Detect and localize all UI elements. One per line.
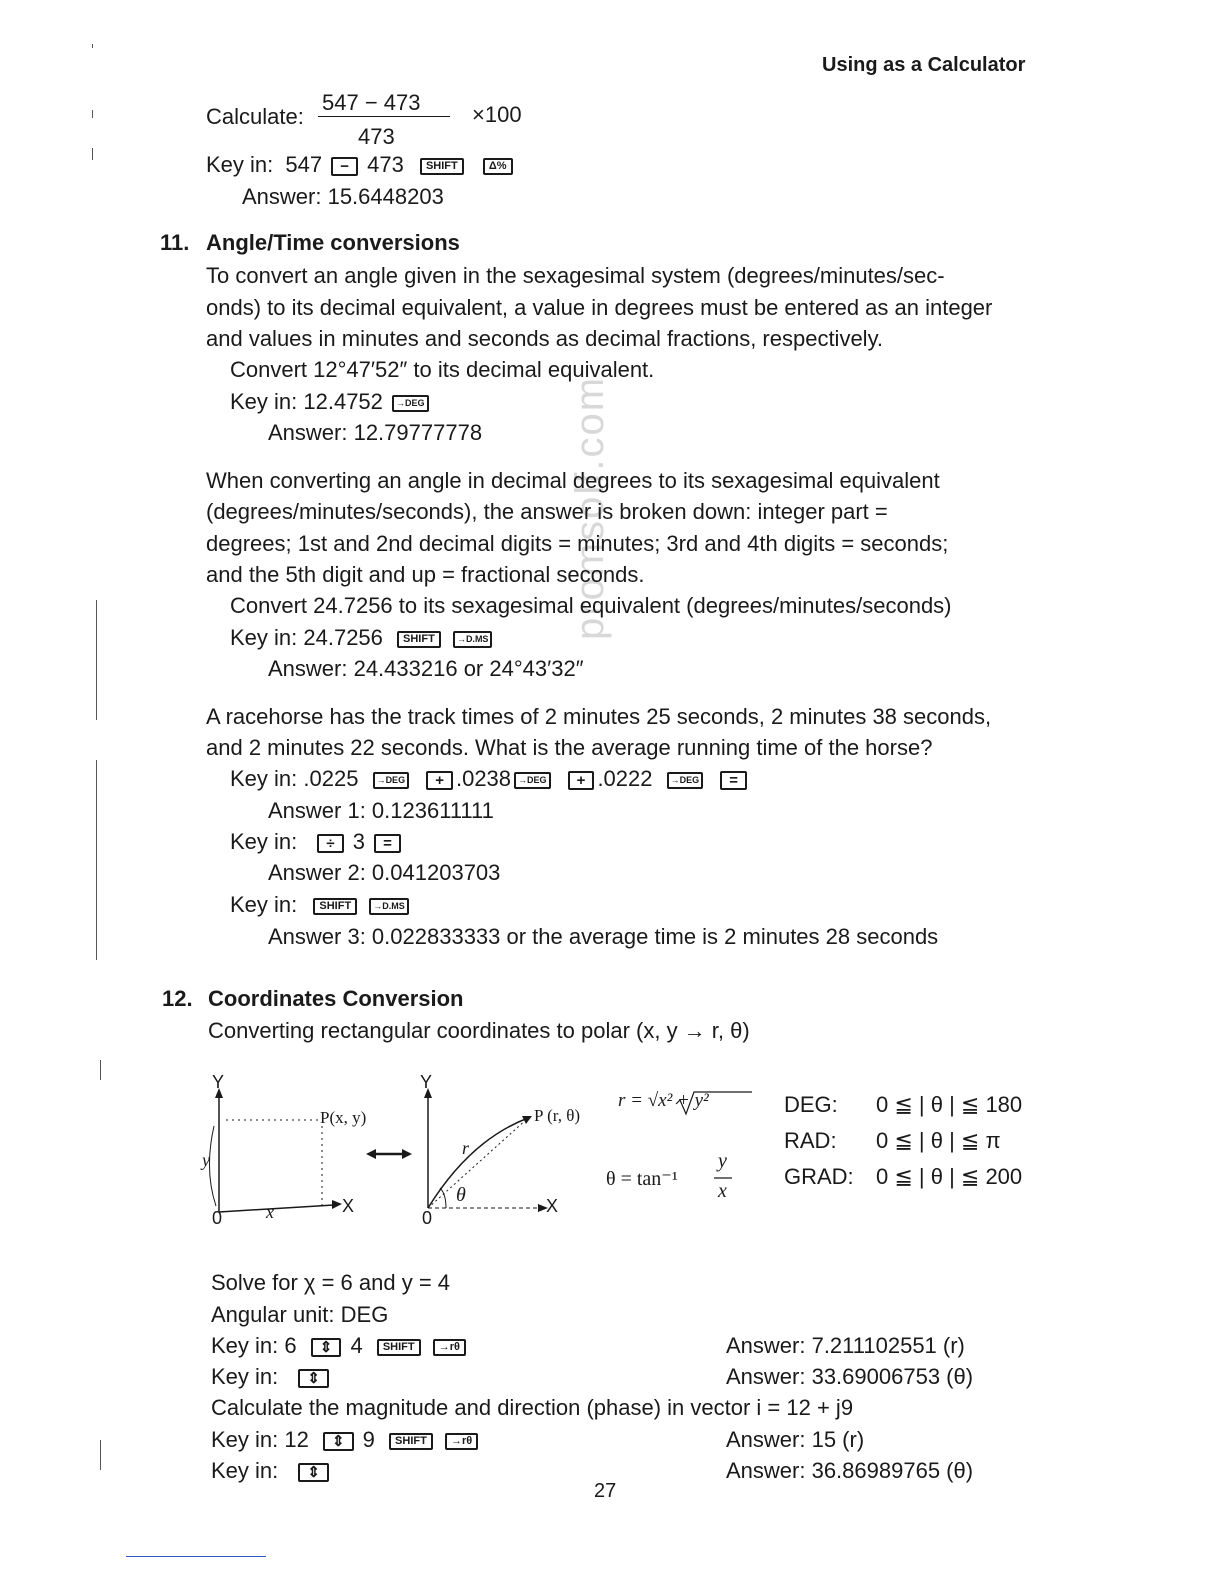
to-r-theta-key: →rθ <box>445 1433 478 1450</box>
answer-line: Answer: 15 (r) <box>726 1427 865 1452</box>
section-number: 11. <box>160 230 190 255</box>
keyin-value: 3 <box>352 829 365 854</box>
arrow-head <box>402 1149 412 1159</box>
paragraph-line: To convert an angle given in the sexagesimal system (degrees/minutes/sec- <box>206 263 945 288</box>
page-number: 27 <box>594 1480 617 1502</box>
keyin-text: Key in: <box>211 1364 279 1389</box>
range-label: RAD: <box>784 1128 837 1153</box>
paragraph-line: (degrees/minutes/seconds), the answer is broken down: integer part = <box>206 499 888 524</box>
keyin-text: Key in: <box>211 1458 279 1483</box>
keyin-line <box>211 1364 332 1390</box>
paragraph-line: A racehorse has the track times of 2 minutes 25 seconds, 2 minutes 38 seconds, <box>206 704 992 729</box>
to-deg-key: →DEG <box>373 772 410 789</box>
keyin-value: 547 <box>285 152 323 177</box>
keyin-value: 473 <box>367 152 404 177</box>
range-value: 0 ≦ | θ | ≦ 180 <box>876 1092 1023 1117</box>
arrow-head <box>366 1149 376 1159</box>
keyin-line <box>211 1427 481 1453</box>
keyin-line <box>211 1458 332 1484</box>
calc-answer: Answer: 15.6448203 <box>242 184 444 209</box>
theta-formula: θ = tan⁻¹ <box>606 1168 678 1190</box>
axis-label: 0 <box>422 1208 433 1228</box>
keyin-text: Key in: 12 <box>211 1427 309 1452</box>
xy-exchange-key: ⇕ <box>298 1463 329 1482</box>
paragraph-line: and values in minutes and seconds as decimal fractions, respectively. <box>206 326 884 351</box>
section-title: Coordinates Conversion <box>208 986 464 1011</box>
example-line: Convert 12°47′52″ to its decimal equivalent. <box>230 357 655 382</box>
answer-line: Answer: 12.79777778 <box>268 420 483 445</box>
xy-exchange-key: ⇕ <box>323 1432 354 1451</box>
point-label: P (r, θ) <box>534 1106 581 1125</box>
range-label: DEG: <box>784 1092 838 1117</box>
answer-line: Answer: 33.69006753 (θ) <box>726 1364 974 1389</box>
answer-line: Answer: 36.86989765 (θ) <box>726 1458 974 1483</box>
keyin-text: Key in: 6 <box>211 1333 297 1358</box>
plus-key: + <box>568 771 595 790</box>
shift-key: SHIFT <box>389 1433 433 1450</box>
answer-line: Answer 3: 0.022833333 or the average time is 2 minutes 28 seconds <box>268 924 939 949</box>
vector-line: Calculate the magnitude and direction (phase) in vector i = 12 + j9 <box>211 1395 854 1420</box>
shift-key: SHIFT <box>377 1339 421 1356</box>
calc-multiplier: ×100 <box>472 102 522 127</box>
answer-line: Answer: 7.211102551 (r) <box>726 1333 965 1358</box>
paragraph-line: degrees; 1st and 2nd decimal digits = minutes; 3rd and 4th digits = seconds; <box>206 531 949 556</box>
shift-key: SHIFT <box>420 158 464 175</box>
shift-key: SHIFT <box>313 898 357 915</box>
keyin-text: Key in: .0225 <box>230 766 359 791</box>
minus-key: − <box>331 157 358 176</box>
axis-label: 0 <box>212 1208 223 1228</box>
keyin-text: Key in: <box>230 892 298 917</box>
x-axis-1 <box>219 1205 334 1212</box>
keyin-line <box>211 1333 469 1359</box>
to-deg-key: →DEG <box>392 395 429 412</box>
point-label: P(x, y) <box>320 1108 367 1127</box>
arrow-head <box>332 1200 342 1209</box>
plus-key: + <box>426 771 453 790</box>
watermark: promsolf.com <box>568 375 612 640</box>
answer-line: Answer 2: 0.041203703 <box>268 860 501 885</box>
calc-numerator: 547 − 473 <box>322 90 421 115</box>
section-number: 12. <box>162 986 193 1011</box>
calc-denominator: 473 <box>358 124 395 149</box>
paragraph-line: and 2 minutes 22 seconds. What is the average running time of the horse? <box>206 735 933 760</box>
r-line <box>428 1118 528 1208</box>
theta-label: θ <box>456 1184 466 1206</box>
keyin-text: Key in: 24.7256 <box>230 625 383 650</box>
keyin-value: .0222 <box>597 766 653 791</box>
xy-exchange-key: ⇕ <box>311 1338 342 1357</box>
to-r-theta-key: →rθ <box>433 1339 466 1356</box>
range-label: GRAD: <box>784 1164 854 1189</box>
paragraph-line: and the 5th digit and up = fractional seconds. <box>206 562 645 587</box>
keyin-value: 9 <box>362 1427 375 1452</box>
r-formula: r = √x² + y² <box>618 1090 709 1111</box>
keyin-text: Key in: 12.4752 <box>230 389 383 414</box>
paragraph-line: onds) to its decimal equivalent, a value in degrees must be entered as an integer <box>206 295 993 320</box>
answer-line: Answer 1: 0.123611111 <box>268 798 494 823</box>
x-label: x <box>266 1202 274 1222</box>
shift-key: SHIFT <box>397 631 441 648</box>
section-title: Angle/Time conversions <box>206 230 460 255</box>
y-brace <box>209 1126 216 1206</box>
keyin-value: 4 <box>350 1333 363 1358</box>
range-value: 0 ≦ | θ | ≦ 200 <box>876 1164 1023 1189</box>
range-value: 0 ≦ | θ | ≦ π <box>876 1128 1001 1153</box>
keyin-label: Key in: <box>206 152 274 177</box>
xy-exchange-key: ⇕ <box>298 1369 329 1388</box>
frac-numerator: y <box>718 1150 727 1172</box>
axis-label: X <box>546 1196 559 1216</box>
example-line: Convert 24.7256 to its sexagesimal equivalent (degrees/minutes/seconds) <box>230 593 952 618</box>
theta-arc <box>440 1188 446 1208</box>
paragraph-line: When converting an angle in decimal degrees to its sexagesimal equivalent <box>206 468 940 493</box>
to-deg-key: →DEG <box>514 772 551 789</box>
to-deg-key: →DEG <box>667 772 704 789</box>
keyin-text: Key in: <box>230 829 298 854</box>
running-header: Using as a Calculator <box>822 54 1026 76</box>
answer-line: Answer: 24.433216 or 24°43′32″ <box>268 656 584 681</box>
axis-label: Y <box>420 1072 433 1092</box>
axis-label: X <box>342 1196 355 1216</box>
y-label: y <box>202 1150 210 1170</box>
calc-label: Calculate: <box>206 104 304 129</box>
equals-key: = <box>374 834 401 853</box>
axis-label: Y <box>212 1072 225 1092</box>
divide-key: ÷ <box>317 834 343 853</box>
intro-line: Converting rectangular coordinates to polar (x, y → r, θ) <box>208 1018 750 1043</box>
to-dms-key: →D.MS <box>369 898 409 915</box>
angular-unit-line: Angular unit: DEG <box>211 1302 389 1327</box>
frac-denominator: x <box>718 1180 727 1202</box>
keyin-value: .0238 <box>455 766 512 791</box>
equals-key: = <box>720 771 747 790</box>
to-dms-key: →D.MS <box>453 631 493 648</box>
r-label: r <box>462 1138 470 1158</box>
delta-percent-key: Δ% <box>483 158 513 175</box>
solve-line: Solve for χ = 6 and y = 4 <box>211 1270 451 1295</box>
